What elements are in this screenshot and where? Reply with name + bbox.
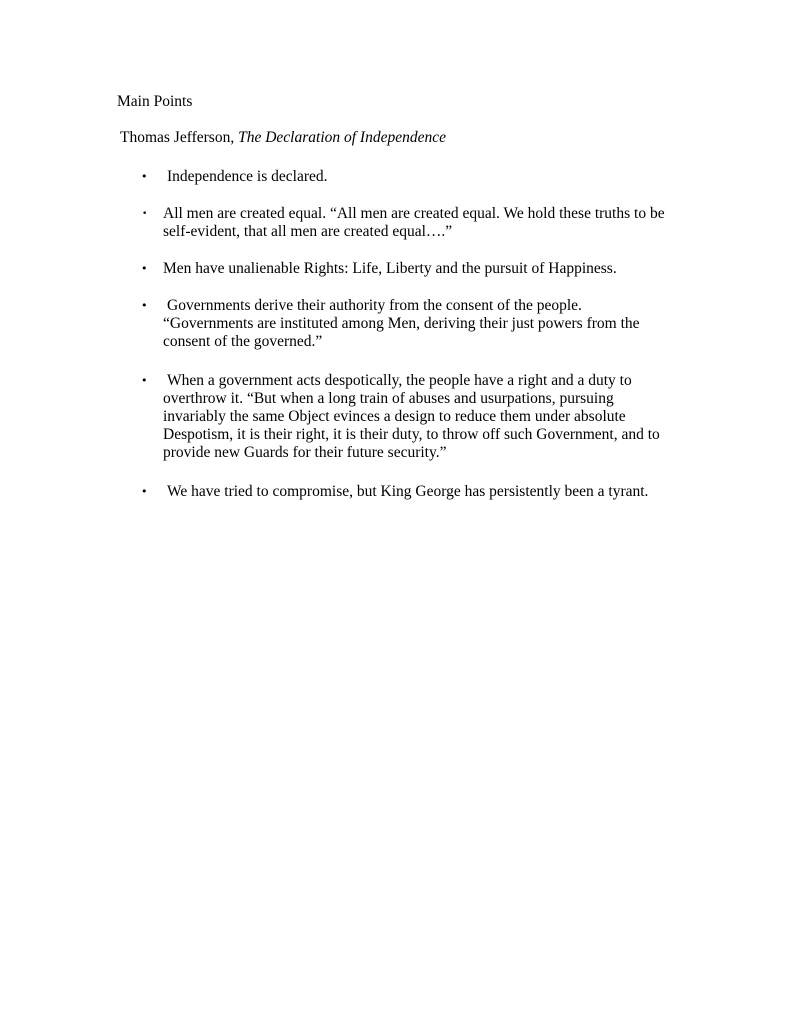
point-text: We have tried to compromise, but King George has persistently been a tyrant.: [167, 483, 649, 500]
document-subtitle: [120, 129, 446, 147]
bullet-icon: •: [141, 485, 148, 498]
point-text: Governments derive their authority from the consent of the people. “Governments are instituted among Men, deriving their just powers from the consent of the governed.”: [163, 297, 640, 350]
bullet-icon: •: [142, 209, 148, 219]
point-text: Independence is declared.: [167, 168, 328, 185]
work-title: The Declaration of Independence: [238, 129, 446, 146]
point-text: Men have unalienable Rights: Life, Liberty and the pursuit of Happiness.: [163, 260, 617, 277]
point-text: When a government acts despotically, the people have a right and a duty to overthrow it. “But when a long train of abuses and usurpations, pursuing invariably the same Object evinces a design to reduce them under absolute Despotism, it is their right, it is their duty, to throw off such Government, and to provide new Guards for their future security.”: [163, 372, 660, 461]
document-heading: Main Points: [117, 93, 193, 110]
bullet-icon: •: [141, 374, 148, 387]
author-name: Thomas Jefferson,: [120, 129, 235, 146]
bullet-icon: •: [141, 170, 148, 183]
bullet-icon: •: [141, 262, 148, 275]
point-text: All men are created equal. “All men are created equal. We hold these truths to be self-evident, that all men are created equal….”: [163, 205, 665, 240]
bullet-icon: •: [141, 299, 148, 312]
